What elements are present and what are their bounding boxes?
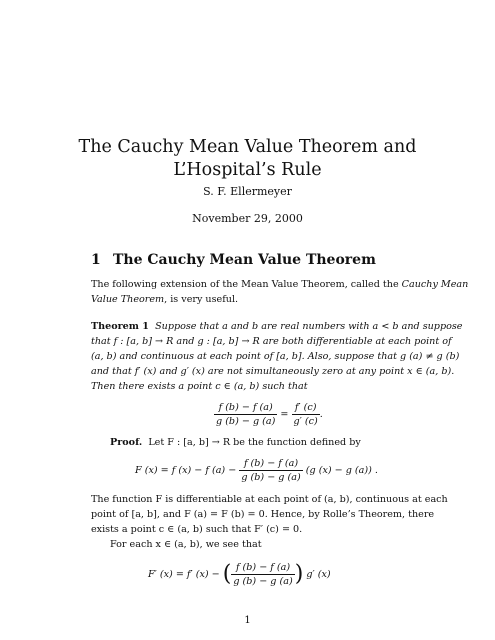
equation-lhs: F (x) = f (x) − f (a) −	[135, 465, 237, 476]
title-line-1: The Cauchy Mean Value Theorem and	[78, 137, 417, 157]
intro-emphasis: Cauchy Mean	[401, 279, 469, 290]
paragraph-line-2: point of [a, b], and F (a) = F (b) = 0. Hence, by Rolle’s Theorem, there	[91, 509, 435, 520]
fraction-numerator: f (b) − f (a)	[239, 458, 302, 471]
paragraph-line-3: exists a point c ∈ (a, b) such that F′ (c) = 0.	[91, 524, 303, 535]
section-heading	[91, 252, 376, 268]
right-paren: )	[294, 561, 304, 587]
paragraph-line-4: For each x ∈ (a, b), we see that	[110, 539, 262, 550]
equals-sign: =	[280, 409, 289, 420]
left-paren: (	[222, 561, 232, 587]
equation-cauchy-mvt	[214, 402, 323, 427]
theorem-text: Suppose that a and b are real numbers with a < b and suppose	[155, 321, 463, 332]
section-number: 1	[91, 252, 101, 268]
fraction-denominator: g (b) − g (a)	[241, 472, 301, 483]
intro-line-2	[91, 292, 238, 307]
intro-line-1	[91, 277, 468, 292]
page-number: 1	[244, 615, 251, 626]
intro-text: The following extension of the Mean Value Theorem, called the	[91, 279, 402, 290]
intro-text-2: , is very useful.	[164, 294, 239, 305]
theorem-line-3: (a, b) and continuous at each point of [a, b]. Also, suppose that g (a) ≠ g (b)	[91, 351, 460, 362]
proof-text: Let F : [a, b] → R be the function defined by	[148, 437, 361, 448]
fraction-denominator: g′ (c)	[293, 416, 318, 427]
equation-F-definition	[135, 458, 378, 483]
theorem-line-5: Then there exists a point c ∈ (a, b) such that	[91, 381, 308, 392]
paper-title	[40, 136, 455, 182]
equation-rhs: (g (x) − g (a)) .	[305, 465, 378, 476]
equation-lhs: F′ (x) = f′ (x) −	[148, 569, 220, 580]
fraction-denominator: g (b) − g (a)	[233, 576, 293, 587]
fraction-right	[292, 402, 320, 427]
fraction-numerator: f (b) − f (a)	[231, 562, 294, 575]
proof-label: Proof.	[110, 437, 143, 448]
paragraph-line-1: The function F is differentiable at each point of (a, b), continuous at each	[91, 494, 448, 505]
proof-line-1	[110, 435, 361, 450]
theorem-line-1	[91, 319, 462, 334]
equation-F-derivative	[148, 562, 331, 587]
section-title: The Cauchy Mean Value Theorem	[113, 252, 376, 268]
fraction-denominator: g (b) − g (a)	[216, 416, 276, 427]
equation-rhs: g′ (x)	[306, 569, 331, 580]
intro-emphasis-2: Value Theorem	[91, 294, 165, 305]
theorem-line-2: that f : [a, b] → R and g : [a, b] → R are both differentiable at each point of	[91, 336, 452, 347]
theorem-line-4: and that f′ (x) and g′ (x) are not simultaneously zero at any point x ∈ (a, b).	[91, 366, 455, 377]
title-line-2: L’Hospital’s Rule	[173, 160, 322, 180]
date: November 29, 2000	[192, 212, 303, 225]
theorem-label: Theorem 1	[91, 321, 149, 332]
fraction	[239, 458, 302, 483]
period: .	[319, 409, 323, 420]
fraction-numerator: f (b) − f (a)	[214, 402, 277, 415]
fraction-left	[214, 402, 277, 427]
author: S. F. Ellermeyer	[203, 185, 292, 198]
fraction	[231, 562, 294, 587]
fraction-numerator: f′ (c)	[292, 402, 320, 415]
